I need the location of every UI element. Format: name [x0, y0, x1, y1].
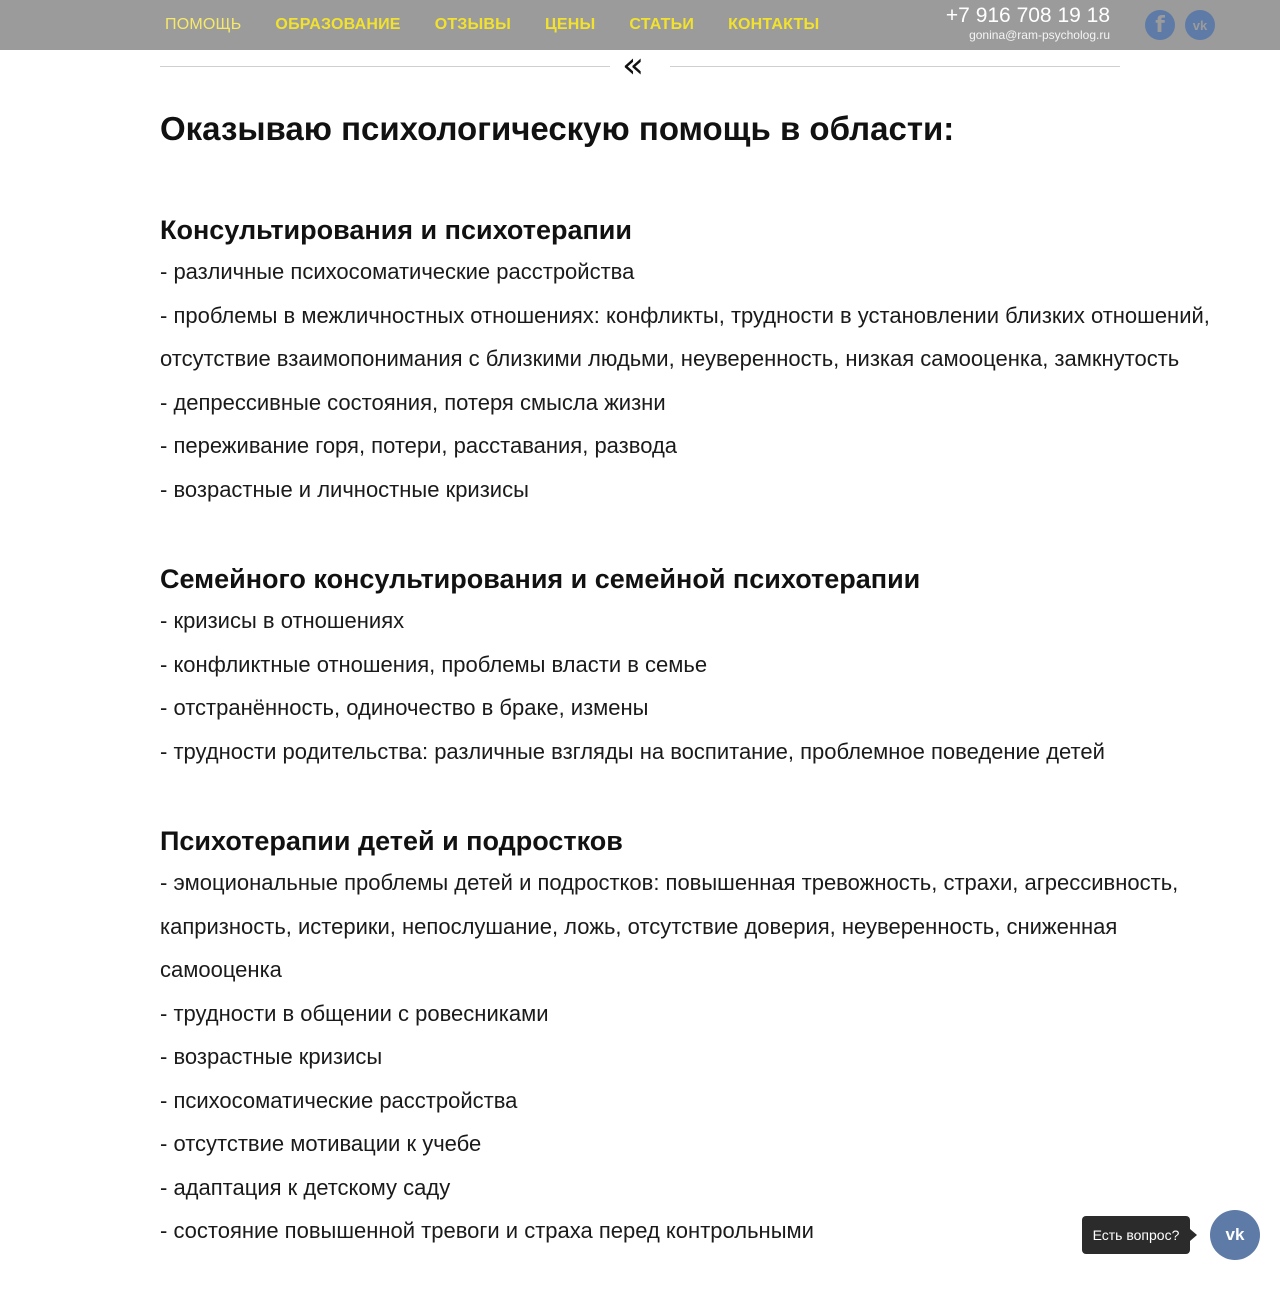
- list-item: - возрастные и личностные кризисы: [160, 476, 529, 502]
- nav-item-reviews[interactable]: ОТЗЫВЫ: [434, 16, 512, 33]
- divider-right: [670, 66, 1120, 67]
- nav-item-contacts[interactable]: КОНТАКТЫ: [728, 16, 820, 33]
- list-item: - отстранённость, одиночество в браке, измены: [160, 695, 649, 720]
- divider-left: [160, 66, 610, 67]
- nav-item-articles[interactable]: СТАТЬИ: [629, 16, 695, 33]
- question-tooltip[interactable]: Есть вопрос?: [1082, 1216, 1190, 1254]
- section-heading: Семейного консультирования и семейной психотерапии: [160, 564, 921, 594]
- chevron-left-icon[interactable]: «: [622, 45, 645, 86]
- facebook-icon[interactable]: f: [1145, 10, 1175, 40]
- section-heading: Психотерапии детей и подростков: [160, 826, 623, 856]
- list-item: - различные психосоматические расстройства: [160, 259, 635, 284]
- list-item: - эмоциональные проблемы детей и подростков: повышенная тревожность, страхи, агрессивность, капризность, истерики, непослушание, ложь, отсутствие доверия, неуверенность, сниженная самооценка: [160, 870, 1179, 982]
- top-navbar: [0, 0, 1280, 50]
- section-family-therapy: [160, 559, 1220, 773]
- list-item: - трудности в общении с ровесниками: [160, 1000, 549, 1026]
- list-item: - возрастные кризисы: [160, 1044, 383, 1069]
- list-item: - адаптация к детскому саду: [160, 1174, 451, 1200]
- list-item: - кризисы в отношениях: [160, 608, 405, 633]
- nav-item-help[interactable]: ПОМОЩЬ: [165, 16, 242, 33]
- nav-item-prices[interactable]: ЦЕНЫ: [545, 16, 596, 33]
- vk-chat-button[interactable]: vk: [1210, 1210, 1260, 1260]
- vk-icon[interactable]: vk: [1185, 10, 1215, 40]
- list-item: - проблемы в межличностных отношениях: конфликты, трудности в установлении близких отношений, отсутствие взаимопонимания с близкими людьми, неуверенность, низкая самооценка, замкнутость: [160, 302, 1210, 371]
- list-item: - психосоматические расстройства: [160, 1087, 518, 1113]
- section-heading: Консультирования и психотерапии: [160, 215, 632, 245]
- page-title: Оказываю психологическую помощь в области:: [160, 110, 955, 147]
- list-item: - отсутствие мотивации к учебе: [160, 1131, 482, 1156]
- section-child-therapy: [160, 821, 1220, 1253]
- nav-item-education[interactable]: ОБРАЗОВАНИЕ: [275, 16, 401, 33]
- contact-block: [946, 4, 1110, 42]
- list-item: - трудности родительства: различные взгляды на воспитание, проблемное поведение детей: [160, 738, 1105, 764]
- email-address[interactable]: gonina@ram-psycholog.ru: [969, 28, 1110, 42]
- main-content: [160, 106, 1220, 1301]
- list-item: - конфликтные отношения, проблемы власти в семье: [160, 651, 708, 677]
- main-nav: [165, 0, 819, 50]
- phone-number[interactable]: +7 916 708 19 18: [945, 4, 1110, 27]
- section-counseling: [160, 210, 1220, 511]
- list-item: - депрессивные состояния, потеря смысла жизни: [160, 389, 666, 415]
- list-item: - переживание горя, потери, расставания, развода: [160, 433, 678, 458]
- list-item: - состояние повышенной тревоги и страха перед контрольными: [160, 1218, 814, 1243]
